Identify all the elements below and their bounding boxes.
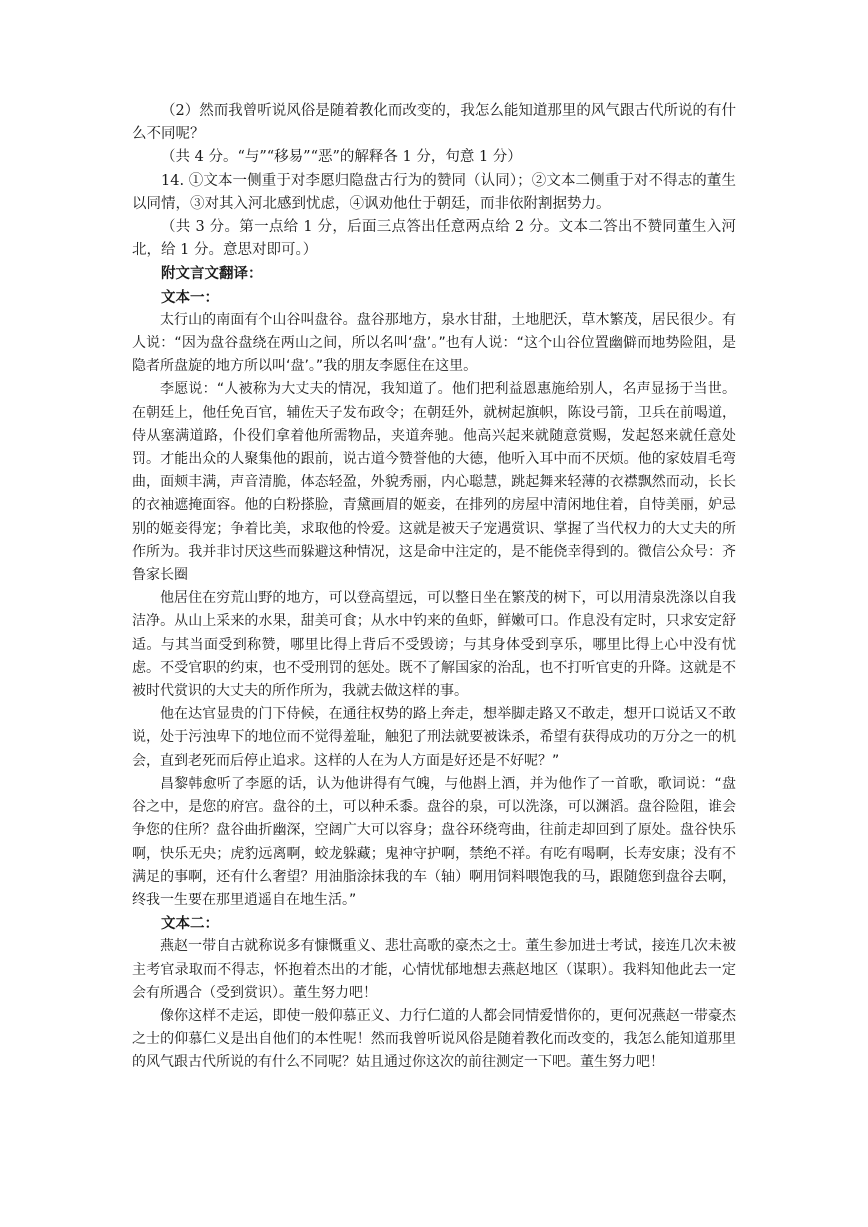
answer-q14-score: （共 3 分。第一点给 1 分，后面三点答出任意两点给 2 分。文本二答出不赞同董生入河北，给 1 分。意思对即可。） [132, 219, 736, 259]
document-page [132, 100, 736, 1075]
text2-paragraph: 像你这样不走运，即使一般仰慕正义、力行仁道的人都会同情爱惜你的，更何况燕赵一带豪杰之士的仰慕仁义是出自他们的本性呢！然而我曾听说风俗是随着教化而改变的，我怎么能知道那里的风气跟古代所说的有什么不同呢？姑且通过你这次的前往测定一下吧。董生努力吧！ [132, 1007, 736, 1071]
text1-paragraph: 他在达官显贵的门下侍候，在通往权势的路上奔走，想举脚走路又不敢走，想开口说话又不敢说，处于污浊卑下的地位而不觉得羞耻，触犯了刑法就要被诛杀，希望有获得成功的万分之一的机会，直到老死而后停止追求。这样的人在为人方面是好还是不好呢？” [132, 706, 736, 769]
answer-item-2-score: （共 4 分。“与”“移易”“恶”的解释各 1 分，句意 1 分） [161, 149, 522, 166]
text1-paragraph: 李愿说：“人被称为大丈夫的情况，我知道了。他们把利益恩惠施给别人，名声显扬于当世。在朝廷上，他任免百官，辅佐天子发布政令；在朝廷外，就树起旗帜，陈设弓箭，卫兵在前喝道，侍从塞满道路，仆役们拿着他所需物品，夹道奔驰。他高兴起来就随意赏赐，发起怒来就任意处罚。才能出众的人聚集他的跟前，说古道今赞誉他的大德，他听入耳中而不厌烦。他的家妓眉毛弯曲，面颊丰满，声音清脆，体态轻盈，外貌秀丽，内心聪慧，跳起舞来轻薄的衣襟飘然而动，长长的衣袖遮掩面容。他的白粉搽脸，青黛画眉的姬妾，在排列的房屋中清闲地住着，自恃美丽，妒忌别的姬妾得宠；争着比美，求取他的怜爱。这就是被天子宠遇赏识、掌握了当代权力的大丈夫的所作所为。我并非讨厌这些而躲避这种情况，这是命中注定的，是不能侥幸得到的。微信公众号：齐鲁家长圈 [132, 381, 736, 584]
answer-item-2: （2）然而我曾听说风俗是随着教化而改变的，我怎么能知道那里的风气跟古代所说的有什么不同呢？ [132, 103, 736, 143]
text2-body [132, 935, 736, 1074]
appendix-heading: 附文言文翻译： [161, 265, 263, 283]
text1-body [132, 309, 736, 912]
answer-q14: 14. ①文本一侧重于对李愿归隐盘古行为的赞同（认同）；②文本二侧重于对不得志的董生以同情，③对其入河北感到忧虑，④讽劝他仕于朝廷，而非依附割据势力。 [132, 172, 736, 212]
text1-paragraph: 昌黎韩愈听了李愿的话，认为他讲得有气魄，与他斟上酒，并为他作了一首歌，歌词说：“盘谷之中，是您的府宫。盘谷的土，可以种禾黍。盘谷的泉，可以洗涤，可以渊滔。盘谷险阻，谁会争您的住所？盘谷曲折幽深，空阔广大可以容身；盘谷环绕弯曲，往前走却回到了原处。盘谷快乐啊，快乐无央；虎豹远离啊，蛟龙躲藏；鬼神守护啊，禁绝不祥。有吃有喝啊，长寿安康；没有不满足的事啊，还有什么奢望？用油脂涂抹我的车（轴）啊用饲料喂饱我的马，跟随您到盘谷去啊，终我一生要在那里逍遥自在地生活。” [132, 775, 736, 908]
text1-heading: 文本一： [161, 288, 219, 306]
text1-paragraph: 太行山的南面有个山谷叫盘谷。盘谷那地方，泉水甘甜，土地肥沃，草木繁茂，居民很少。有人说：“因为盘谷盘绕在两山之间，所以名叫‘盘’。”也有人说：“这个山谷位置幽僻而地势险阻，是隐者所盘旋的地方所以叫‘盘’。”我的朋友李愿住在这里。 [132, 311, 736, 375]
text2-paragraph: 燕赵一带自古就称说多有慷慨重义、悲壮高歌的豪杰之士。董生参加进士考试，接连几次未被主考官录取而不得志，怀抱着杰出的才能，心情忧郁地想去燕赵地区（谋职）。我料知他此去一定会有所遇合（受到赏识）。董生努力吧！ [132, 938, 736, 1001]
text2-heading: 文本二： [161, 915, 219, 933]
text1-paragraph: 他居住在穷荒山野的地方，可以登高望远，可以整日坐在繁茂的树下，可以用清泉洗涤以自我洁净。从山上采来的水果，甜美可食；从水中钓来的鱼虾，鲜嫩可口。作息没有定时，只求安定舒适。与其当面受到称赞，哪里比得上背后不受毁谤；与其身体受到享乐，哪里比得上心中没有忧虑。不受官职的约束，也不受刑罚的惩处。既不了解国家的治乱，也不打听官吏的升降。这就是不被时代赏识的大丈夫的所作所为，我就去做这样的事。 [132, 590, 736, 700]
